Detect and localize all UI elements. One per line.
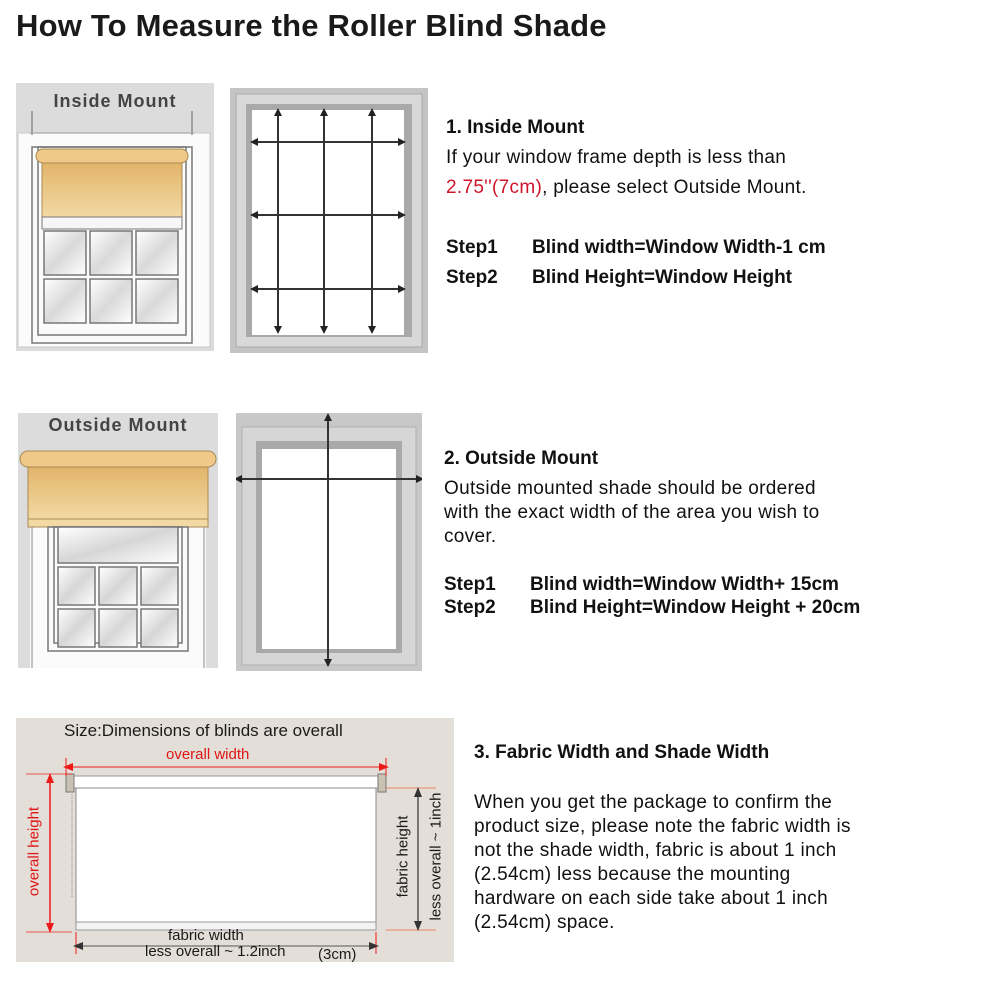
less-overall-height-label: less overall ~ 1inch [427,792,445,921]
outside-mount-label: Outside Mount [48,415,188,435]
outside-mount-window-icon [18,413,218,668]
outside-mount-step1 [444,574,839,596]
step-label: Step1 [446,237,498,258]
step-text: Blind Height=Window Height + 20cm [530,597,861,618]
step-text: Blind width=Window Width+ 15cm [530,574,839,595]
step-label: Step2 [444,597,496,618]
window-frame-measure-arrows-icon [230,88,428,353]
inside-mount-step1 [446,237,826,259]
fabric-height-label: fabric height [394,815,412,898]
inside-mount-desc-line2-rest: , please select Outside Mount. [542,177,807,198]
step-label: Step2 [446,267,498,288]
fabric-desc-line2: product size, please note the fabric width is [474,816,851,837]
step-text: Blind Height=Window Height [532,267,792,288]
outside-mount-heading: 2. Outside Mount [444,448,599,469]
outside-mount-desc-line2: with the exact width of the area you wish to [444,502,820,523]
cm-note-label: (3cm) [318,946,357,963]
inside-mount-label: Inside Mount [53,91,177,111]
overall-width-label: overall width [166,746,250,763]
fabric-desc-line4: (2.54cm) less because the mounting [474,864,791,885]
fabric-desc-line3: not the shade width, fabric is about 1 inch [474,840,837,861]
step-label: Step1 [444,574,496,595]
inside-mount-desc-line2 [446,175,807,201]
inside-mount-step2 [446,267,792,289]
fabric-width-heading: 3. Fabric Width and Shade Width [474,742,770,763]
overall-height-label: overall height [25,806,43,897]
outside-mount-desc-line1: Outside mounted shade should be ordered [444,478,816,499]
step-text: Blind width=Window Width-1 cm [532,237,826,258]
window-frame-outside-arrows-icon [236,413,422,671]
fabric-desc-line6: (2.54cm) space. [474,912,615,933]
blind-dimensions-diagram [16,718,454,962]
inside-mount-heading: 1. Inside Mount [446,117,585,138]
depth-threshold-highlight: 2.75''(7cm) [446,177,543,198]
diagram-title: Size:Dimensions of blinds are overall [64,721,343,740]
inside-mount-window-icon [16,83,214,351]
inside-mount-desc-line1: If your window frame depth is less than [446,147,787,168]
less-overall-width-label: less overall ~ 1.2inch [145,943,286,960]
page-title: How To Measure the Roller Blind Shade [16,8,607,43]
inside-mount-illustration [16,83,214,351]
outside-mount-measure-diagram [236,413,422,671]
outside-mount-step2 [444,597,860,619]
fabric-desc-line5: hardware on each side take about 1 inch [474,888,828,909]
fabric-width-label: fabric width [168,927,244,944]
outside-mount-desc-line3: cover. [444,526,497,547]
inside-mount-measure-diagram [230,88,428,353]
fabric-desc-line1: When you get the package to confirm the [474,792,833,813]
outside-mount-illustration [18,413,218,668]
